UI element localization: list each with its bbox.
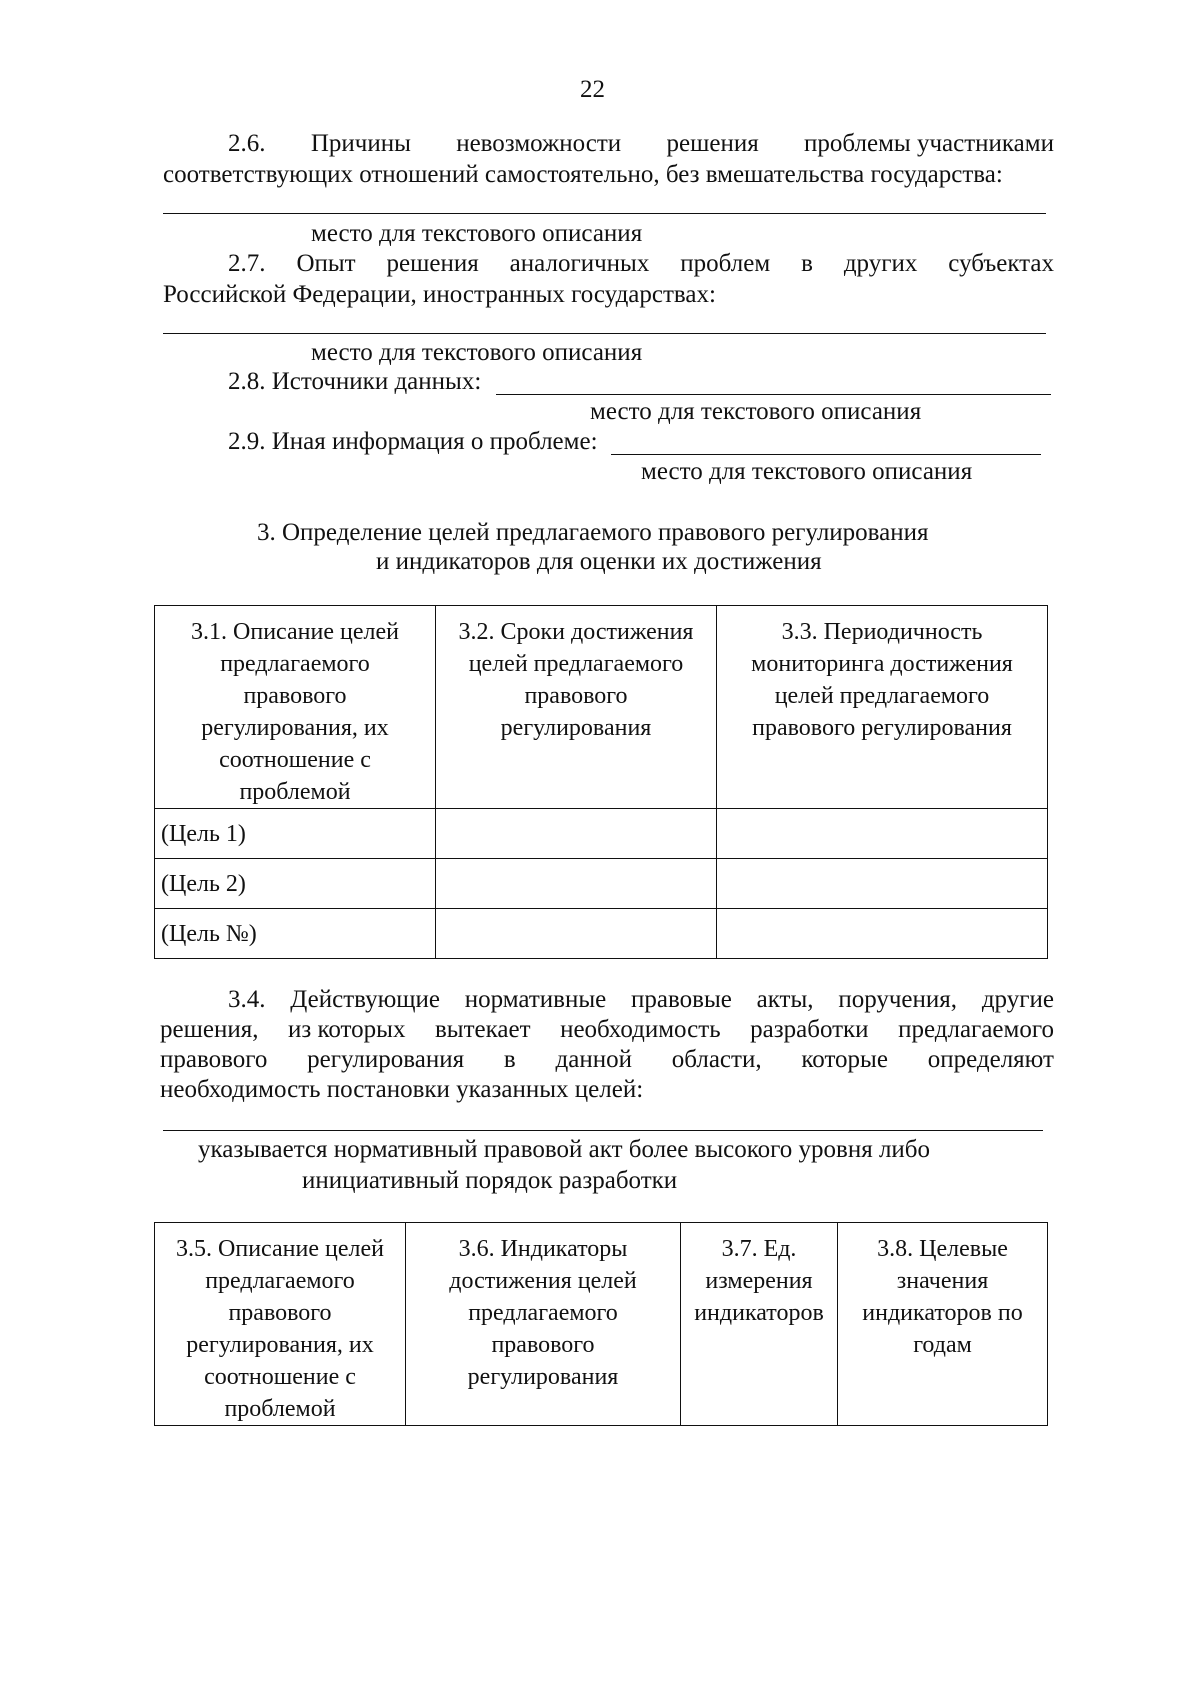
s2-7-w2: решения: [386, 250, 479, 277]
s3-4-l1-w5: поручения,: [838, 986, 958, 1013]
caption-2-9: место для текстового описания: [641, 458, 973, 485]
table-row: [155, 859, 1048, 909]
goals-header-3-1-text: 3.1. Описание целей предлагаемого правового регулирования, их соотношение с проблемой: [191, 619, 399, 805]
s3-4-l3-w3: данной: [555, 1046, 632, 1073]
s3-4-l1-w0: 3.4.: [228, 986, 266, 1013]
goals-header-3-2: [436, 606, 717, 809]
s3-4-l1-w2: нормативные: [464, 986, 607, 1013]
page-number: 22: [580, 76, 605, 103]
s2-7-w6: других: [843, 250, 918, 277]
table-row: [155, 909, 1048, 959]
section-3-4-line2: [160, 1014, 1054, 1046]
goal-cell: (Цель 2): [155, 859, 436, 909]
section-2-9-label: 2.9. Иная информация о проблеме:: [228, 428, 598, 455]
section-2-7-line1: [228, 248, 1054, 280]
section-3-4-line3: [160, 1044, 1054, 1076]
fill-line-2-7: [163, 333, 1046, 334]
s2-7-w1: Опыт: [296, 250, 356, 277]
s3-4-l2-w2: вытекает: [435, 1016, 531, 1043]
fill-line-2-8: [496, 394, 1051, 395]
goal-cell: (Цель 1): [155, 809, 436, 859]
indicators-header-3-6-text: 3.6. Индикаторы достижения целей предлагаемого правового регулирования: [449, 1236, 637, 1390]
goals-header-3-3: [717, 606, 1048, 809]
s3-4-l1-w1: Действующие: [290, 986, 440, 1013]
deadline-cell: [436, 859, 717, 909]
s2-7-w0: 2.7.: [228, 250, 266, 277]
s2-7-w5: в: [801, 250, 813, 277]
indicators-header-3-5-text: 3.5. Описание целей предлагаемого правового регулирования, их соотношение с проблемой: [176, 1236, 384, 1422]
s3-4-l2-w4: разработки: [750, 1016, 869, 1043]
s2-6-w1: Причины: [310, 130, 411, 157]
section-3-heading-line1: 3. Определение целей предлагаемого правового регулирования: [257, 519, 929, 546]
monitoring-cell: [717, 859, 1048, 909]
monitoring-cell: [717, 909, 1048, 959]
indicators-header-3-6: [406, 1223, 681, 1426]
s2-6-w3: решения: [666, 130, 759, 157]
s3-4-l1-w3: правовые: [631, 986, 732, 1013]
s2-7-w4: проблем: [680, 250, 771, 277]
s3-4-l3-w4: области,: [671, 1046, 762, 1073]
s3-4-l1-w4: акты,: [756, 986, 814, 1013]
indicators-header-3-8-text: 3.8. Целевые значения индикаторов по годам: [862, 1236, 1023, 1358]
caption-2-6: место для текстового описания: [311, 220, 643, 247]
monitoring-cell: [717, 809, 1048, 859]
section-2-8-label: 2.8. Источники данных:: [228, 368, 482, 395]
section-2-6-line2: соответствующих отношений самостоятельно, без вмешательства государства:: [163, 161, 1003, 188]
fill-line-2-6: [163, 213, 1046, 214]
goals-table-header-row: [155, 606, 1048, 809]
caption-2-8: место для текстового описания: [590, 398, 922, 425]
s3-4-l3-w6: определяют: [927, 1046, 1054, 1073]
s2-6-w4: проблемы участниками: [804, 130, 1054, 157]
s2-7-w7: субъектах: [948, 250, 1054, 277]
s3-4-l3-w5: которые: [801, 1046, 888, 1073]
deadline-cell: [436, 909, 717, 959]
section-3-heading-line2: и индикаторов для оценки их достижения: [376, 548, 822, 575]
caption-2-7: место для текстового описания: [311, 339, 643, 366]
s2-7-w3: аналогичных: [509, 250, 650, 277]
s2-6-w2: невозможности: [456, 130, 622, 157]
section-2-6-line1: [228, 128, 1054, 160]
s3-4-l3-w2: в: [503, 1046, 516, 1073]
indicators-header-3-5: [155, 1223, 406, 1426]
s3-4-l2-w1: из которых: [288, 1016, 406, 1043]
goals-header-3-3-text: 3.3. Периодичность мониторинга достижения целей предлагаемого правового регулирования: [751, 619, 1013, 741]
fill-line-2-9: [611, 454, 1041, 455]
indicators-header-3-8: [838, 1223, 1048, 1426]
indicators-table: [154, 1222, 1048, 1426]
indicators-table-header-row: [155, 1223, 1048, 1426]
section-3-4-line1: [228, 984, 1054, 1016]
deadline-cell: [436, 809, 717, 859]
section-3-4-line4: необходимость постановки указанных целей:: [160, 1076, 644, 1103]
caption-3-4-line1: указывается нормативный правовой акт более высокого уровня либо: [198, 1136, 931, 1163]
caption-3-4-line2: инициативный порядок разработки: [302, 1167, 678, 1194]
goals-header-3-1: [155, 606, 436, 809]
section-2-7-line2: Российской Федерации, иностранных государствах:: [163, 281, 716, 308]
s3-4-l1-w6: другие: [981, 986, 1054, 1013]
s2-6-w0: 2.6.: [228, 130, 266, 157]
s3-4-l2-w0: решения,: [160, 1016, 259, 1043]
s3-4-l3-w1: регулирования: [307, 1046, 465, 1073]
s3-4-l2-w5: предлагаемого: [898, 1016, 1054, 1043]
indicators-header-3-7-text: 3.7. Ед. измерения индикаторов: [694, 1236, 824, 1326]
indicators-header-3-7: [681, 1223, 838, 1426]
goals-table: [154, 605, 1048, 959]
table-row: [155, 809, 1048, 859]
s3-4-l3-w0: правового: [160, 1046, 268, 1073]
goals-header-3-2-text: 3.2. Сроки достижения целей предлагаемого правового регулирования: [458, 619, 694, 741]
s3-4-l2-w3: необходимость: [560, 1016, 721, 1043]
goal-cell: (Цель №): [155, 909, 436, 959]
fill-line-3-4: [163, 1130, 1043, 1131]
